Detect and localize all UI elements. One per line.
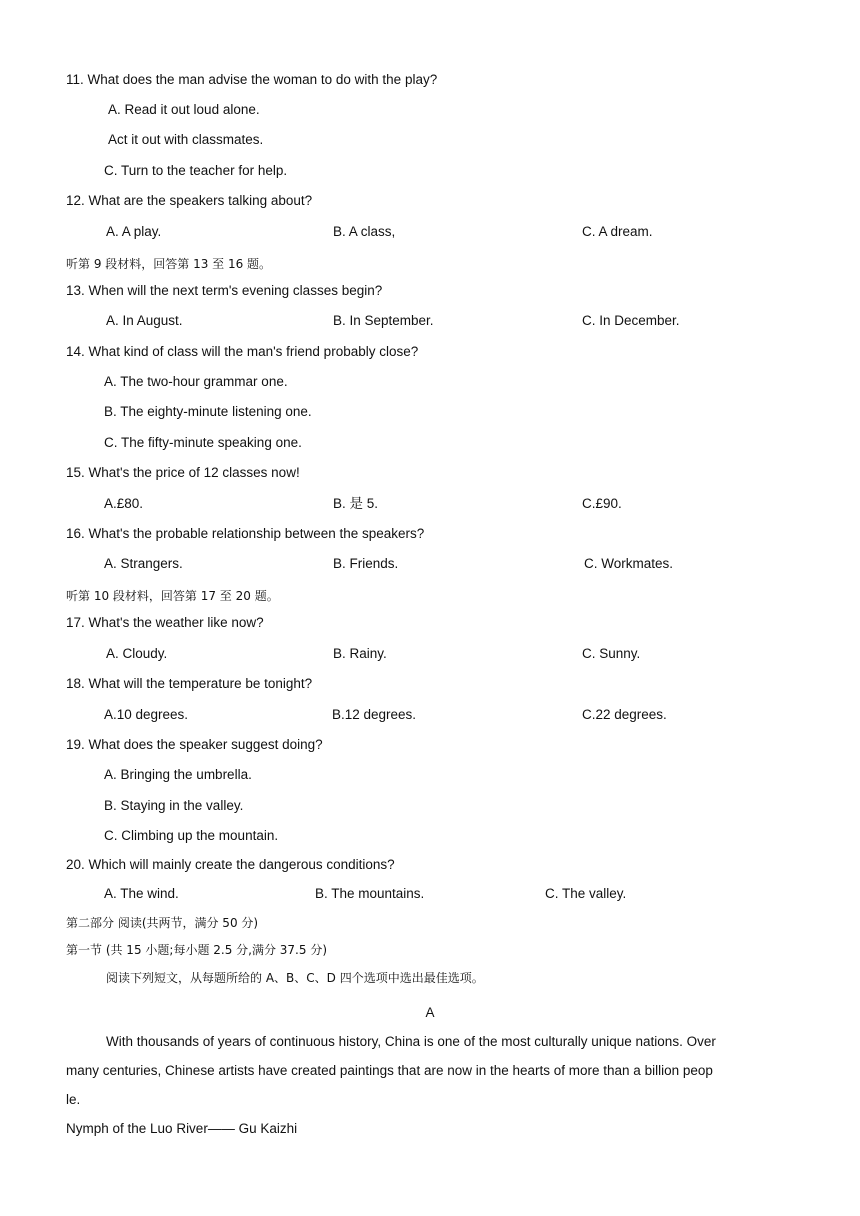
q14-option-c: C. The fifty-minute speaking one.	[104, 435, 302, 450]
q19-option-b: B. Staying in the valley.	[104, 798, 244, 813]
part-2-instruction: 阅读下列短文，从每题所给的 A、B、C、D 四个选项中选出最佳选项。	[106, 971, 484, 985]
passage-subtitle: Nymph of the Luo River—— Gu Kaizhi	[66, 1121, 298, 1136]
q13-option-b: B. In September.	[333, 313, 434, 328]
question-16: 16. What's the probable relationship between the speakers?	[66, 526, 425, 541]
q15-option-b: B. 是 5.	[333, 496, 379, 511]
q11-option-b: Act it out with classmates.	[108, 132, 264, 147]
q15-option-c: C.£90.	[582, 496, 622, 511]
section-10-instruction: 听第 10 段材料，回答第 17 至 20 题。	[66, 589, 279, 603]
q20-option-c: C. The valley.	[545, 886, 627, 901]
q16-option-a: A. Strangers.	[104, 556, 183, 571]
part-2-section-1: 第一节 (共 15 小题;每小题 2.5 分,满分 37.5 分)	[66, 943, 327, 957]
question-19: 19. What does the speaker suggest doing?	[66, 737, 323, 752]
section-9-instruction: 听第 9 段材料，回答第 13 至 16 题。	[66, 257, 272, 271]
passage-line-2: many centuries, Chinese artists have created paintings that are now in the hearts of more than a billion peop	[66, 1063, 713, 1078]
question-11: 11. What does the man advise the woman to do with the play?	[66, 72, 438, 87]
q15-option-a: A.£80.	[104, 496, 144, 511]
q12-option-b: B. A class,	[333, 224, 396, 239]
q11-option-a: A. Read it out loud alone.	[108, 102, 260, 117]
passage-letter: A	[425, 1005, 435, 1020]
q12-option-c: C. A dream.	[582, 224, 653, 239]
q13-option-c: C. In December.	[582, 313, 680, 328]
q19-option-a: A. Bringing the umbrella.	[104, 767, 252, 782]
question-12: 12. What are the speakers talking about?	[66, 193, 313, 208]
q17-option-a: A. Cloudy.	[106, 646, 168, 661]
passage-line-1: With thousands of years of continuous history, China is one of the most culturally unique nations. Over	[106, 1034, 716, 1049]
q17-option-c: C. Sunny.	[582, 646, 641, 661]
q13-option-a: A. In August.	[106, 313, 183, 328]
q18-option-b: B.12 degrees.	[332, 707, 417, 722]
part-2-title: 第二部分 阅读(共两节，满分 50 分)	[66, 916, 259, 930]
q16-option-b: B. Friends.	[333, 556, 399, 571]
q14-option-b: B. The eighty-minute listening one.	[104, 404, 312, 419]
q17-option-b: B. Rainy.	[333, 646, 387, 661]
q11-option-c: C. Turn to the teacher for help.	[104, 163, 288, 178]
question-15: 15. What's the price of 12 classes now!	[66, 465, 300, 480]
q19-option-c: C. Climbing up the mountain.	[104, 828, 279, 843]
q18-option-c: C.22 degrees.	[582, 707, 667, 722]
question-18: 18. What will the temperature be tonight?	[66, 676, 313, 691]
question-13: 13. When will the next term's evening classes begin?	[66, 283, 383, 298]
question-20: 20. Which will mainly create the dangerous conditions?	[66, 857, 395, 872]
q18-option-a: A.10 degrees.	[104, 707, 189, 722]
q16-option-c: C. Workmates.	[584, 556, 674, 571]
q12-option-a: A. A play.	[106, 224, 162, 239]
question-17: 17. What's the weather like now?	[66, 615, 264, 630]
passage-line-3: le.	[66, 1092, 81, 1107]
q20-option-b: B. The mountains.	[315, 886, 425, 901]
question-14: 14. What kind of class will the man's friend probably close?	[66, 344, 419, 359]
q20-option-a: A. The wind.	[104, 886, 179, 901]
q14-option-a: A. The two-hour grammar one.	[104, 374, 288, 389]
